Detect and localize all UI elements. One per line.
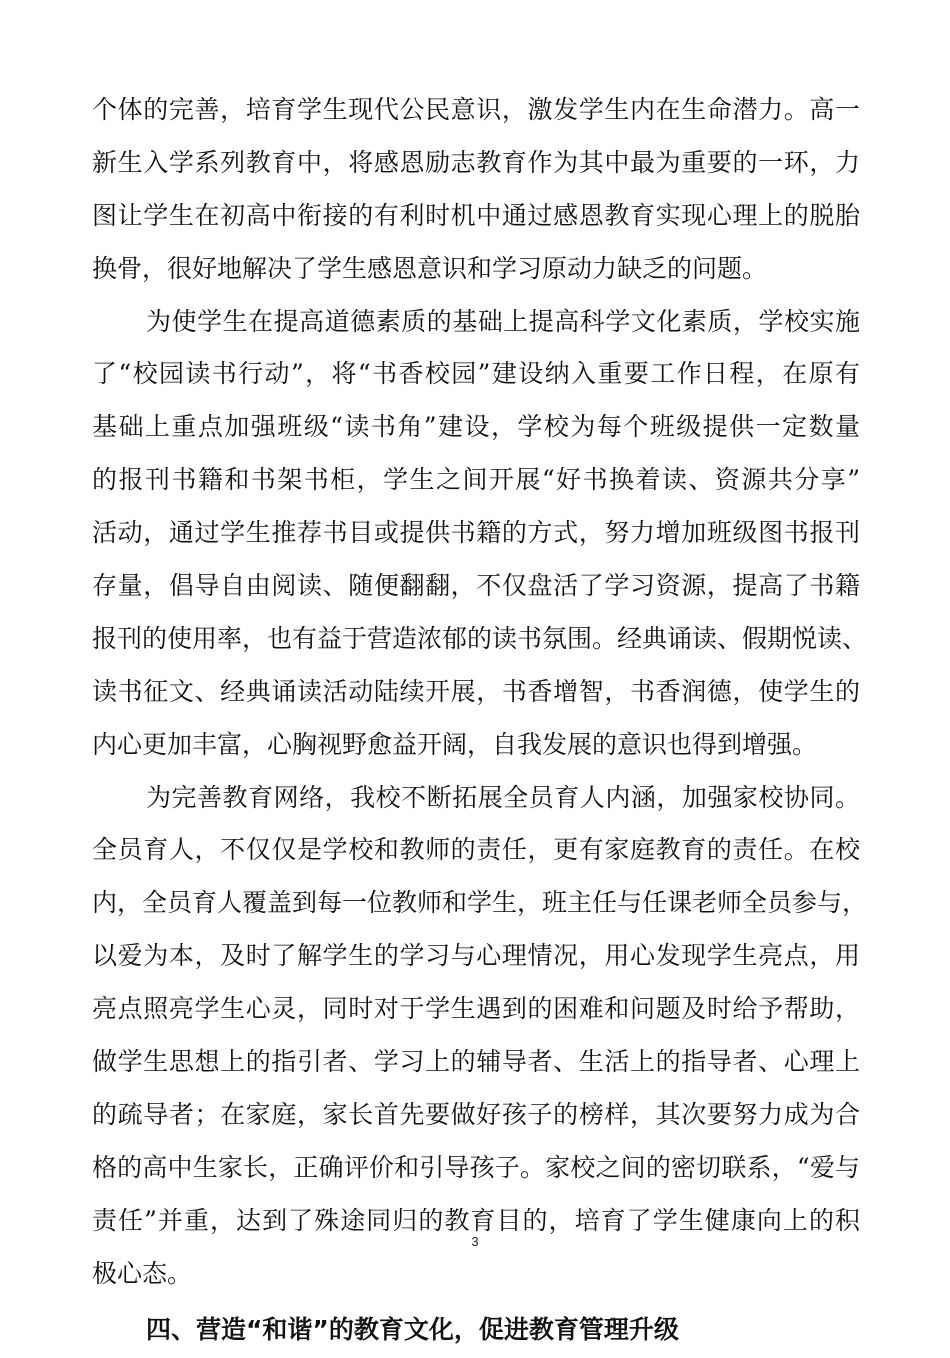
text-line: 读书征文、经典诵读活动陆续开展，书香增智，书香润德，使学生的 [92, 676, 860, 706]
paragraph-3 [92, 772, 868, 1301]
text-line: 活动，通过学生推荐书目或提供书籍的方式，努力增加班级图书报刊 [92, 518, 860, 548]
section-heading: 四、营造“和谐”的教育文化，促进教育管理升级 [146, 1315, 679, 1345]
page-number: 3 [471, 1234, 479, 1249]
text-line: 的疏导者；在家庭，家长首先要做好孩子的榜样，其次要努力成为合 [92, 1099, 860, 1129]
text-line: 图让学生在初高中衔接的有利时机中通过感恩教育实现心理上的脱胎 [92, 200, 860, 230]
text-line: 存量，倡导自由阅读、随便翻翻，不仅盘活了学习资源，提高了书籍 [92, 571, 860, 601]
text-line: 全员育人，不仅仅是学校和教师的责任，更有家庭教育的责任。在校 [92, 835, 860, 865]
text-line: 责任”并重，达到了殊途同归的教育目的，培育了学生健康向上的积 [92, 1205, 860, 1235]
text-line: 格的高中生家长，正确评价和引导孩子。家校之间的密切联系，“爱与 [92, 1152, 860, 1182]
text-line: 亮点照亮学生心灵，同时对于学生遇到的困难和问题及时给予帮助， [92, 994, 860, 1024]
text-line: 以爱为本，及时了解学生的学习与心理情况，用心发现学生亮点，用 [92, 941, 860, 971]
text-line: 基础上重点加强班级“读书角”建设，学校为每个班级提供一定数量 [92, 412, 860, 442]
paragraph-2 [92, 296, 868, 772]
document-body [92, 84, 868, 1358]
paragraph-1 [92, 84, 860, 296]
text-line: 为完善教育网络，我校不断拓展全员育人内涵，加强家校协同。 [146, 782, 860, 812]
text-line: 换骨，很好地解决了学生感恩意识和学习原动力缺乏的问题。 [92, 253, 768, 283]
text-line: 个体的完善，培育学生现代公民意识，激发学生内在生命潜力。高一 [92, 95, 860, 124]
text-line: 内心更加丰富，心胸视野愈益开阔，自我发展的意识也得到增强。 [92, 729, 818, 759]
text-line: 极心态。 [92, 1258, 193, 1288]
text-line: 为使学生在提高道德素质的基础上提高科学文化素质，学校实施 [146, 306, 860, 336]
text-line: 做学生思想上的指引者、学习上的辅导者、生活上的指导者、心理上 [92, 1047, 860, 1077]
text-line: 报刊的使用率，也有益于营造浓郁的读书氛围。经典诵读、假期悦读、 [92, 623, 868, 653]
text-line: 的报刊书籍和书架书柜，学生之间开展“好书换着读、资源共分享” [92, 465, 860, 495]
text-line: 了“校园读书行动”，将“书香校园”建设纳入重要工作日程，在原有 [92, 359, 860, 389]
text-line: 新生入学系列教育中，将感恩励志教育作为其中最为重要的一环，力 [92, 147, 860, 177]
text-line: 内，全员育人覆盖到每一位教师和学生，班主任与任课老师全员参与， [92, 888, 868, 918]
